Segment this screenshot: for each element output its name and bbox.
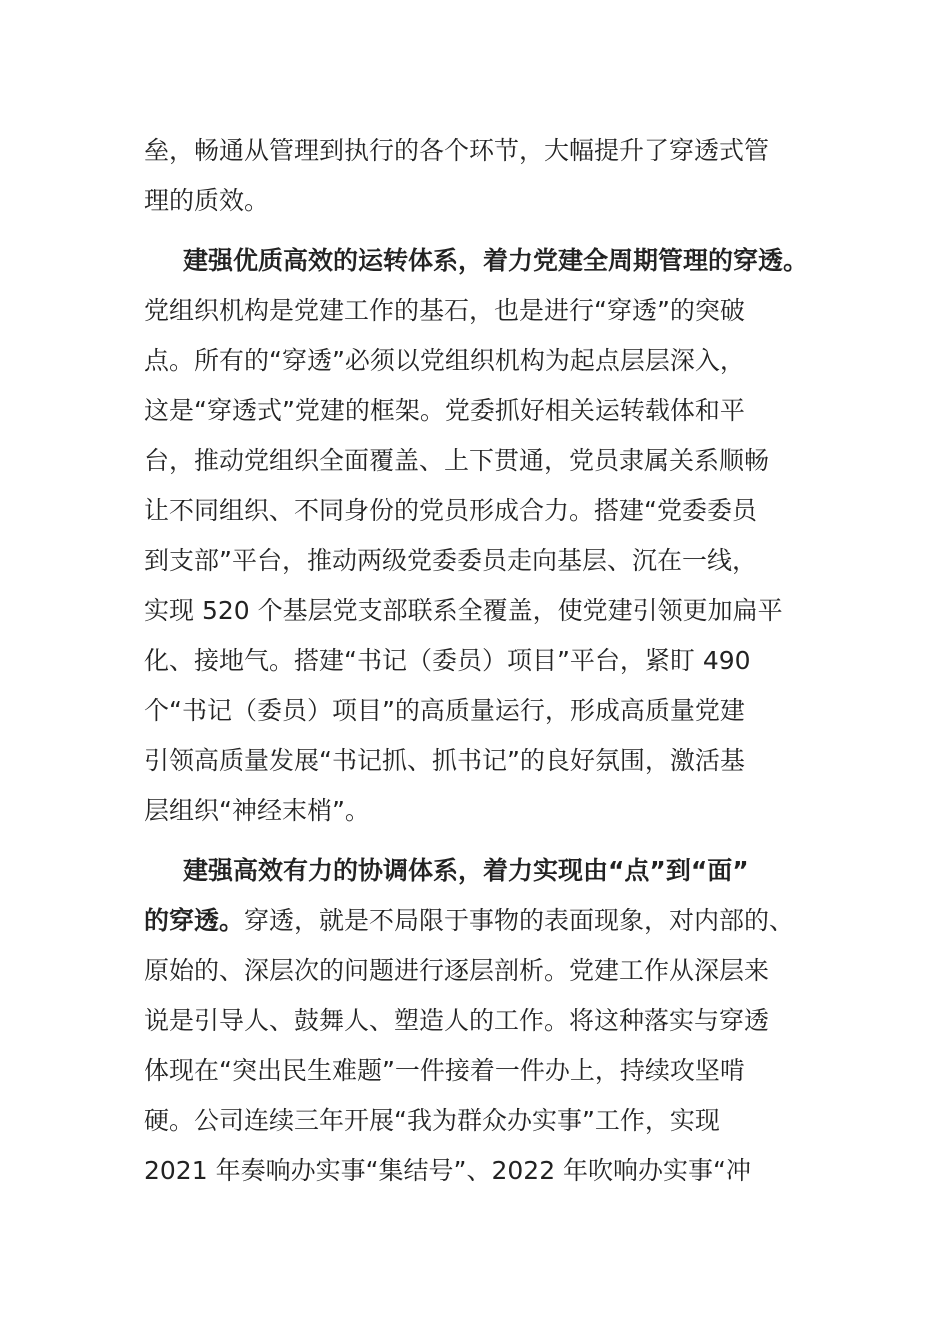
text-run: 穿透，就是不局限于事物的表面现象，对内部的、 [244,906,795,935]
text-line: 垒，畅通从管理到执行的各个环节，大幅提升了穿透式管 [144,136,770,165]
text-line: 化、接地气。搭建“书记（委员）项目”平台，紧盯 490 [144,646,751,675]
text-line: 硬。公司连续三年开展“我为群众办实事”工作，实现 [144,1106,720,1135]
text-line: 让不同组织、不同身份的党员形成合力。搭建“党委委员 [144,496,757,525]
paragraph-1 [144,126,824,226]
text-line: 这是“穿透式”党建的框架。党委抓好相关运转载体和平 [144,396,745,425]
heading-text: 的穿透。 [144,906,245,935]
text-line: 党组织机构是党建工作的基石，也是进行“穿透”的突破 [144,296,745,325]
text-line: 到支部”平台，推动两级党委委员走向基层、沉在一线， [144,546,757,575]
text-line: 理的质效。 [144,186,270,215]
text-line: 个“书记（委员）项目”的高质量运行，形成高质量党建 [144,696,745,725]
text-line: 实现 520 个基层党支部联系全覆盖，使党建引领更加扁平 [144,596,783,625]
heading-text: 建强高效有力的协调体系，着力实现由“点”到“面” [183,856,749,885]
text-line: 说是引导人、鼓舞人、塑造人的工作。将这种落实与穿透 [144,1006,770,1035]
document-body [144,126,824,1196]
paragraph-2 [144,236,824,836]
heading-text: 建强优质高效的运转体系，着力党建全周期管理的穿透。 [183,246,809,275]
paragraph-3 [144,846,824,1196]
text-line: 2021 年奏响办实事“集结号”、2022 年吹响办实事“冲 [144,1156,751,1185]
text-line: 台，推动党组织全面覆盖、上下贯通，党员隶属关系顺畅 [144,446,770,475]
text-line: 层组织“神经末梢”。 [144,796,370,825]
text-line: 引领高质量发展“书记抓、抓书记”的良好氛围，激活基 [144,746,745,775]
text-line [144,896,824,946]
text-line: 原始的、深层次的问题进行逐层剖析。党建工作从深层来 [144,956,770,985]
text-line: 体现在“突出民生难题”一件接着一件办上，持续攻坚啃 [144,1056,745,1085]
text-line: 点。所有的“穿透”必须以党组织机构为起点层层深入， [144,346,745,375]
paragraph-heading [144,846,824,896]
paragraph-heading [144,236,824,286]
